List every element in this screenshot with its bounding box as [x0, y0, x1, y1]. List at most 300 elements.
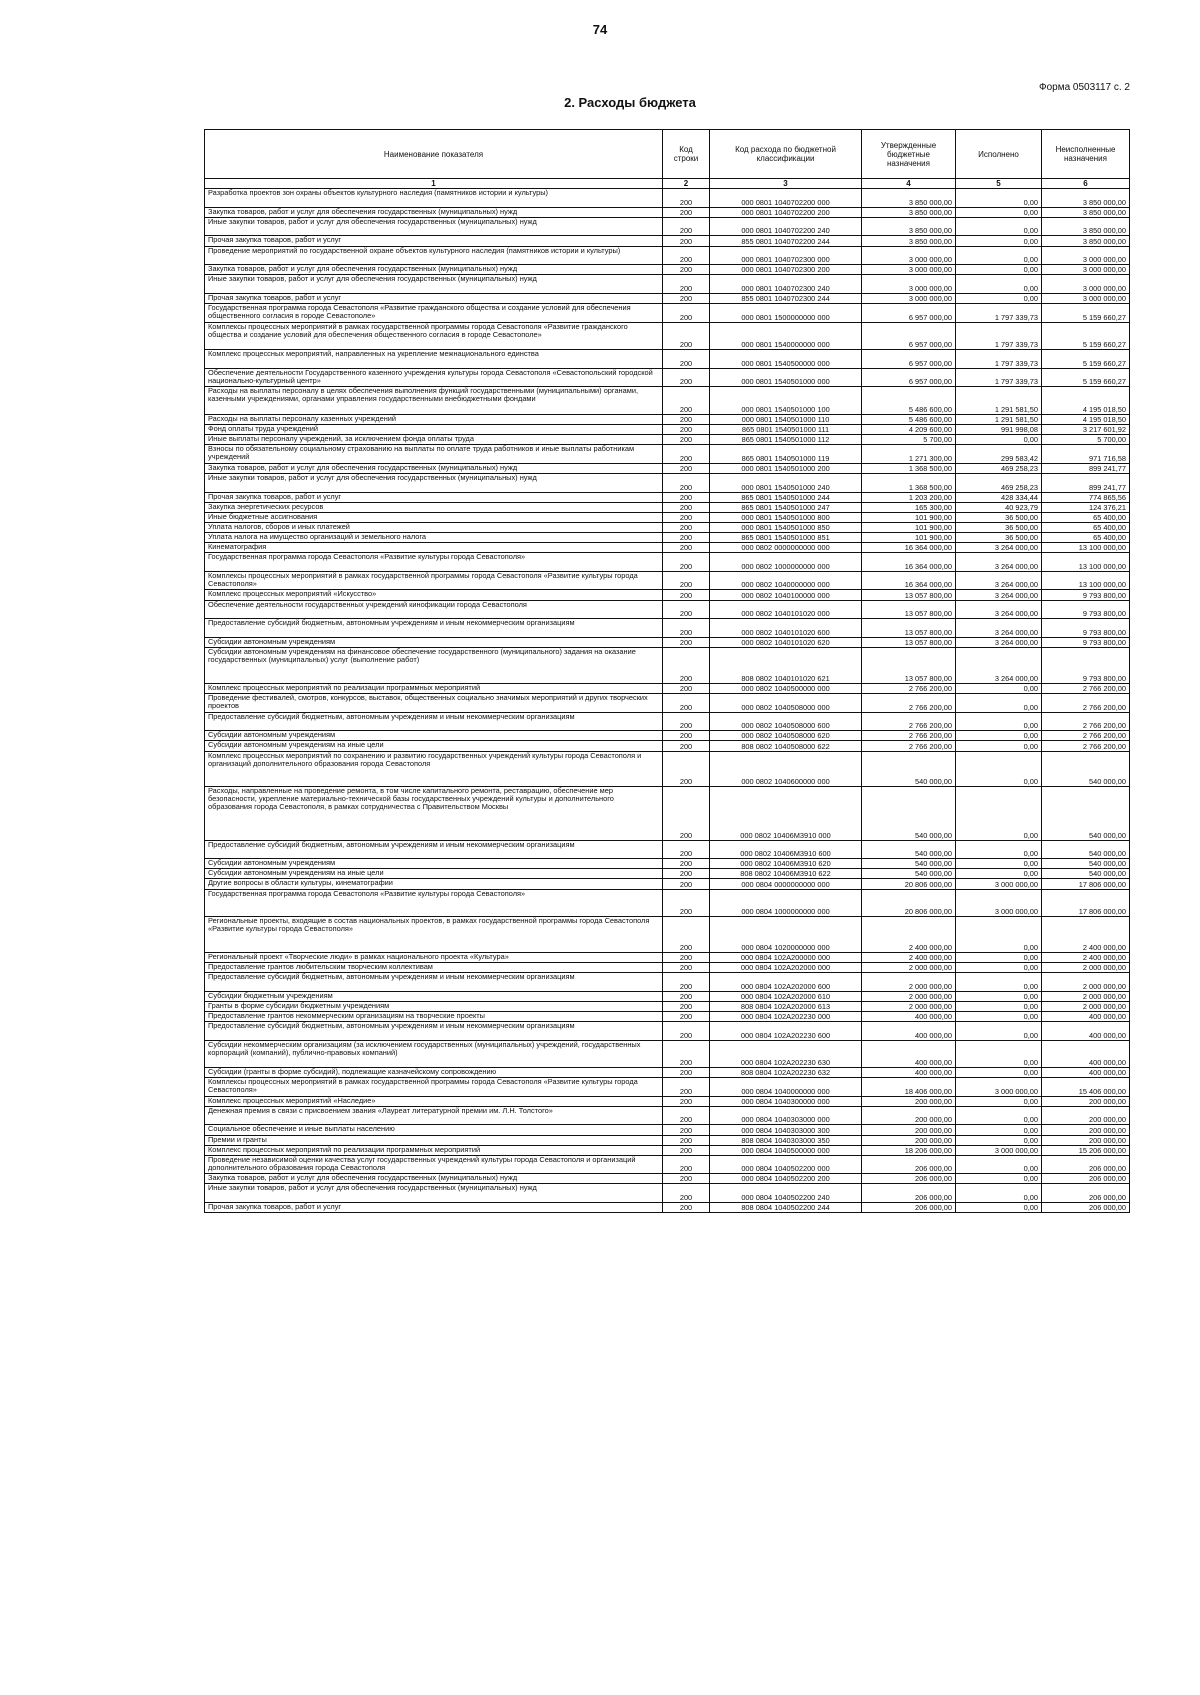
row-executed: 0,00 [956, 1174, 1042, 1184]
table-row [205, 962, 1130, 972]
table-row [205, 1096, 1130, 1106]
row-unexecuted: 3 217 601,92 [1042, 424, 1130, 434]
row-unexecuted: 9 793 800,00 [1042, 619, 1130, 638]
row-classification-code: 000 0801 1040702300 240 [710, 275, 862, 294]
row-approved: 6 957 000,00 [862, 322, 956, 349]
table-row [205, 553, 1130, 572]
row-line-code: 200 [663, 590, 710, 600]
row-approved: 200 000,00 [862, 1125, 956, 1135]
row-approved: 400 000,00 [862, 1011, 956, 1021]
row-name: Другие вопросы в области культуры, кинематографии [205, 879, 663, 889]
row-executed: 0,00 [956, 207, 1042, 217]
table-row [205, 571, 1130, 590]
row-name: Комплексы процессных мероприятий в рамках государственной программы города Севастополя «Развитие гражданского общества и создание условий для обеспечения общественного согласия в городе Севастополе» [205, 322, 663, 349]
row-name: Предоставление субсидий бюджетным, автономным учреждениям и иным некоммерческим организациям [205, 712, 663, 731]
row-name: Субсидии бюджетным учреждениям [205, 991, 663, 1001]
row-line-code: 200 [663, 1125, 710, 1135]
row-unexecuted: 9 793 800,00 [1042, 600, 1130, 619]
row-executed: 0,00 [956, 712, 1042, 731]
row-executed: 1 797 339,73 [956, 350, 1042, 369]
row-executed: 1 797 339,73 [956, 322, 1042, 349]
row-classification-code: 000 0804 102А202230 600 [710, 1021, 862, 1040]
row-executed: 0,00 [956, 1096, 1042, 1106]
row-line-code: 200 [663, 741, 710, 751]
row-name: Расходы на выплаты персоналу в целях обеспечения выполнения функций государственными (муниципальными) органами, казенными учреждениями, органами управления государственными внебюджетными фондами [205, 387, 663, 414]
row-classification-code: 865 0801 1540501000 112 [710, 434, 862, 444]
row-executed: 0,00 [956, 751, 1042, 787]
row-name: Закупка энергетических ресурсов [205, 502, 663, 512]
row-unexecuted: 2 766 200,00 [1042, 683, 1130, 693]
row-unexecuted: 124 376,21 [1042, 502, 1130, 512]
table-row [205, 840, 1130, 859]
row-approved: 18 206 000,00 [862, 1145, 956, 1155]
table-row [205, 1021, 1130, 1040]
table-row [205, 265, 1130, 275]
row-approved: 1 203 200,00 [862, 492, 956, 502]
table-row [205, 590, 1130, 600]
row-executed: 0,00 [956, 869, 1042, 879]
row-executed: 1 797 339,73 [956, 304, 1042, 323]
row-executed: 0,00 [956, 294, 1042, 304]
row-approved: 5 486 600,00 [862, 414, 956, 424]
row-classification-code: 808 0804 1040303000 350 [710, 1135, 862, 1145]
row-classification-code: 000 0802 1040508000 000 [710, 694, 862, 713]
row-classification-code: 000 0804 102А202000 000 [710, 962, 862, 972]
table-row [205, 414, 1130, 424]
row-line-code: 200 [663, 869, 710, 879]
row-executed: 0,00 [956, 840, 1042, 859]
row-line-code: 200 [663, 889, 710, 916]
row-line-code: 200 [663, 189, 710, 208]
row-executed: 0,00 [956, 1203, 1042, 1213]
row-executed: 0,00 [956, 1011, 1042, 1021]
table-row [205, 879, 1130, 889]
row-unexecuted: 2 000 000,00 [1042, 1001, 1130, 1011]
row-name: Субсидии автономным учреждениям [205, 637, 663, 647]
row-executed: 3 264 000,00 [956, 590, 1042, 600]
row-classification-code: 000 0804 1040500000 000 [710, 1145, 862, 1155]
row-unexecuted: 2 766 200,00 [1042, 694, 1130, 713]
row-name: Гранты в форме субсидии бюджетным учреждениям [205, 1001, 663, 1011]
row-approved: 2 400 000,00 [862, 952, 956, 962]
row-name: Предоставление грантов некоммерческим организациям на творческие проекты [205, 1011, 663, 1021]
row-line-code: 200 [663, 694, 710, 713]
row-classification-code: 808 0802 10406М3910 622 [710, 869, 862, 879]
row-classification-code: 000 0802 1040600000 000 [710, 751, 862, 787]
row-approved: 2 400 000,00 [862, 916, 956, 952]
row-classification-code: 000 0802 1040101020 620 [710, 637, 862, 647]
row-classification-code: 000 0802 0000000000 000 [710, 543, 862, 553]
row-classification-code: 000 0804 102А200000 000 [710, 952, 862, 962]
row-classification-code: 000 0804 102А202230 000 [710, 1011, 862, 1021]
header-executed: Исполнено [956, 130, 1042, 179]
row-executed: 0,00 [956, 1040, 1042, 1067]
row-name: Кинематография [205, 543, 663, 553]
table-row [205, 1077, 1130, 1096]
row-classification-code: 855 0801 1040702300 244 [710, 294, 862, 304]
row-unexecuted: 2 000 000,00 [1042, 972, 1130, 991]
row-approved: 540 000,00 [862, 751, 956, 787]
row-classification-code: 000 0801 1040702300 000 [710, 246, 862, 265]
row-approved: 13 057 800,00 [862, 600, 956, 619]
row-executed: 469 258,23 [956, 463, 1042, 473]
row-classification-code: 000 0804 1040502200 200 [710, 1174, 862, 1184]
header-classification-code: Код расхода по бюджетной классификации [710, 130, 862, 179]
row-unexecuted: 540 000,00 [1042, 869, 1130, 879]
column-number: 4 [862, 179, 956, 189]
row-name: Иные бюджетные ассигнования [205, 512, 663, 522]
row-classification-code: 000 0804 102А202000 610 [710, 991, 862, 1001]
table-row [205, 294, 1130, 304]
table-row [205, 991, 1130, 1001]
table-row [205, 787, 1130, 840]
row-classification-code: 000 0802 1000000000 000 [710, 553, 862, 572]
table-row [205, 1155, 1130, 1174]
row-unexecuted: 2 400 000,00 [1042, 916, 1130, 952]
column-number: 5 [956, 179, 1042, 189]
row-approved: 16 364 000,00 [862, 571, 956, 590]
header-unexecuted: Неисполненные назначения [1042, 130, 1130, 179]
row-approved: 20 806 000,00 [862, 889, 956, 916]
row-executed: 0,00 [956, 916, 1042, 952]
row-line-code: 200 [663, 445, 710, 464]
row-classification-code: 000 0801 1040702200 240 [710, 217, 862, 236]
row-approved: 16 364 000,00 [862, 553, 956, 572]
row-line-code: 200 [663, 543, 710, 553]
row-line-code: 200 [663, 712, 710, 731]
table-row [205, 869, 1130, 879]
row-classification-code: 000 0804 1040000000 000 [710, 1077, 862, 1096]
header-approved: Утвержденные бюджетные назначения [862, 130, 956, 179]
row-name: Комплекс процессных мероприятий по реализации программных мероприятий [205, 683, 663, 693]
table-row [205, 217, 1130, 236]
row-unexecuted: 2 766 200,00 [1042, 741, 1130, 751]
row-line-code: 200 [663, 916, 710, 952]
row-classification-code: 865 0801 1540501000 119 [710, 445, 862, 464]
row-classification-code: 808 0804 102А202000 613 [710, 1001, 862, 1011]
row-classification-code: 000 0802 10406М3910 000 [710, 787, 862, 840]
row-line-code: 200 [663, 217, 710, 236]
table-row [205, 889, 1130, 916]
row-line-code: 200 [663, 1106, 710, 1125]
row-approved: 2 766 200,00 [862, 741, 956, 751]
row-unexecuted: 774 865,56 [1042, 492, 1130, 502]
row-approved: 13 057 800,00 [862, 648, 956, 684]
row-unexecuted: 5 159 660,27 [1042, 322, 1130, 349]
row-name: Субсидии некоммерческим организациям (за исключением государственных (муниципальных) учреждений, государственных корпораций (компаний), публично-правовых компаний) [205, 1040, 663, 1067]
table-row [205, 1135, 1130, 1145]
row-name: Субсидии автономным учреждениям на иные цели [205, 869, 663, 879]
row-executed: 428 334,44 [956, 492, 1042, 502]
row-unexecuted: 400 000,00 [1042, 1011, 1130, 1021]
row-line-code: 200 [663, 1145, 710, 1155]
row-classification-code: 000 0801 1040702300 200 [710, 265, 862, 275]
row-approved: 206 000,00 [862, 1184, 956, 1203]
table-row [205, 1145, 1130, 1155]
row-name: Субсидии автономным учреждениям на иные цели [205, 741, 663, 751]
header-name: Наименование показателя [205, 130, 663, 179]
row-line-code: 200 [663, 1174, 710, 1184]
row-executed: 3 264 000,00 [956, 648, 1042, 684]
row-classification-code: 000 0801 1540501000 100 [710, 387, 862, 414]
row-classification-code: 808 0802 1040508000 622 [710, 741, 862, 751]
row-executed: 3 264 000,00 [956, 571, 1042, 590]
column-number: 6 [1042, 179, 1130, 189]
row-line-code: 200 [663, 1077, 710, 1096]
row-classification-code: 000 0802 1040000000 000 [710, 571, 862, 590]
row-classification-code: 000 0801 1540501000 800 [710, 512, 862, 522]
row-executed: 3 264 000,00 [956, 619, 1042, 638]
row-line-code: 200 [663, 1203, 710, 1213]
row-classification-code: 000 0801 1500000000 000 [710, 304, 862, 323]
row-approved: 101 900,00 [862, 522, 956, 532]
row-name: Субсидии автономным учреждениям [205, 731, 663, 741]
table-row [205, 1203, 1130, 1213]
row-approved: 6 957 000,00 [862, 368, 956, 387]
row-unexecuted: 15 206 000,00 [1042, 1145, 1130, 1155]
table-row [205, 445, 1130, 464]
table-row [205, 1040, 1130, 1067]
table-header-row [205, 130, 1130, 179]
row-classification-code: 808 0804 102А202230 632 [710, 1067, 862, 1077]
row-name: Предоставление грантов любительским творческим коллективам [205, 962, 663, 972]
row-name: Предоставление субсидий бюджетным, автономным учреждениям и иным некоммерческим организациям [205, 972, 663, 991]
row-executed: 0,00 [956, 731, 1042, 741]
row-name: Иные закупки товаров, работ и услуг для обеспечения государственных (муниципальных) нужд [205, 275, 663, 294]
row-approved: 101 900,00 [862, 532, 956, 542]
row-unexecuted: 2 000 000,00 [1042, 991, 1130, 1001]
row-name: Закупка товаров, работ и услуг для обеспечения государственных (муниципальных) нужд [205, 463, 663, 473]
row-line-code: 200 [663, 246, 710, 265]
table-row [205, 712, 1130, 731]
row-classification-code: 000 0801 1040702200 200 [710, 207, 862, 217]
row-name: Комплекс процессных мероприятий по реализации программных мероприятий [205, 1145, 663, 1155]
row-name: Государственная программа города Севастополя «Развитие культуры города Севастополя» [205, 553, 663, 572]
row-approved: 200 000,00 [862, 1096, 956, 1106]
row-line-code: 200 [663, 1184, 710, 1203]
row-approved: 3 850 000,00 [862, 236, 956, 246]
row-executed: 0,00 [956, 741, 1042, 751]
row-classification-code: 000 0802 10406М3910 620 [710, 859, 862, 869]
row-name: Закупка товаров, работ и услуг для обеспечения государственных (муниципальных) нужд [205, 265, 663, 275]
row-unexecuted: 540 000,00 [1042, 787, 1130, 840]
row-executed: 0,00 [956, 694, 1042, 713]
row-executed: 1 291 581,50 [956, 414, 1042, 424]
row-name: Субсидии (гранты в форме субсидий), подлежащие казначейскому сопровождению [205, 1067, 663, 1077]
row-classification-code: 000 0801 1540500000 000 [710, 350, 862, 369]
row-executed: 299 583,42 [956, 445, 1042, 464]
row-line-code: 200 [663, 859, 710, 869]
row-unexecuted: 9 793 800,00 [1042, 590, 1130, 600]
row-line-code: 200 [663, 368, 710, 387]
row-executed: 36 500,00 [956, 522, 1042, 532]
row-classification-code: 000 0802 1040500000 000 [710, 683, 862, 693]
row-line-code: 200 [663, 322, 710, 349]
row-executed: 0,00 [956, 1184, 1042, 1203]
row-classification-code: 000 0804 0000000000 000 [710, 879, 862, 889]
row-name: Проведение независимой оценки качества услуг государственных учреждений культуры города Севастополя и организаций дополнительного образования города Севастополя [205, 1155, 663, 1174]
row-line-code: 200 [663, 522, 710, 532]
table-row [205, 859, 1130, 869]
table-row [205, 424, 1130, 434]
row-classification-code: 000 0801 1040702200 000 [710, 189, 862, 208]
row-unexecuted: 5 159 660,27 [1042, 304, 1130, 323]
row-classification-code: 855 0801 1040702200 244 [710, 236, 862, 246]
table-row [205, 683, 1130, 693]
table-row [205, 694, 1130, 713]
row-approved: 540 000,00 [862, 840, 956, 859]
page-number: 74 [592, 22, 608, 37]
header-line-code: Код строки [663, 130, 710, 179]
row-line-code: 200 [663, 350, 710, 369]
row-approved: 3 000 000,00 [862, 246, 956, 265]
row-approved: 3 000 000,00 [862, 275, 956, 294]
row-approved: 400 000,00 [862, 1021, 956, 1040]
table-row [205, 741, 1130, 751]
table-row [205, 387, 1130, 414]
row-name: Иные закупки товаров, работ и услуг для обеспечения государственных (муниципальных) нужд [205, 217, 663, 236]
table-row [205, 532, 1130, 542]
row-classification-code: 000 0801 1540501000 850 [710, 522, 862, 532]
row-unexecuted: 65 400,00 [1042, 512, 1130, 522]
row-line-code: 200 [663, 294, 710, 304]
expenses-table [204, 129, 1130, 1213]
table-row [205, 236, 1130, 246]
row-approved: 20 806 000,00 [862, 879, 956, 889]
row-classification-code: 000 0802 10406М3910 600 [710, 840, 862, 859]
row-approved: 2 000 000,00 [862, 962, 956, 972]
row-name: Региональный проект «Творческие люди» в рамках национального проекта «Культура» [205, 952, 663, 962]
row-line-code: 200 [663, 553, 710, 572]
row-name: Обеспечение деятельности государственных учреждений кинофикации города Севастополя [205, 600, 663, 619]
table-row [205, 1011, 1130, 1021]
row-line-code: 200 [663, 265, 710, 275]
row-name: Прочая закупка товаров, работ и услуг [205, 236, 663, 246]
row-name: Закупка товаров, работ и услуг для обеспечения государственных (муниципальных) нужд [205, 207, 663, 217]
column-number-row [205, 179, 1130, 189]
table-row [205, 600, 1130, 619]
row-unexecuted: 971 716,58 [1042, 445, 1130, 464]
row-executed: 3 264 000,00 [956, 543, 1042, 553]
row-line-code: 200 [663, 952, 710, 962]
row-unexecuted: 65 400,00 [1042, 522, 1130, 532]
row-approved: 1 271 300,00 [862, 445, 956, 464]
row-name: Государственная программа города Севастополя «Развитие культуры города Севастополя» [205, 889, 663, 916]
row-executed: 0,00 [956, 787, 1042, 840]
row-unexecuted: 206 000,00 [1042, 1203, 1130, 1213]
table-row [205, 751, 1130, 787]
table-row [205, 512, 1130, 522]
table-row [205, 522, 1130, 532]
row-line-code: 200 [663, 962, 710, 972]
row-executed: 0,00 [956, 1067, 1042, 1077]
row-approved: 2 000 000,00 [862, 972, 956, 991]
row-unexecuted: 200 000,00 [1042, 1125, 1130, 1135]
row-name: Денежная премия в связи с присвоением звания «Лауреат литературной премии им. Л.Н. Толстого» [205, 1106, 663, 1125]
table-row [205, 648, 1130, 684]
row-approved: 2 766 200,00 [862, 731, 956, 741]
row-unexecuted: 2 000 000,00 [1042, 962, 1130, 972]
row-name: Обеспечение деятельности Государственного казенного учреждения культуры города Севастополя «Севастопольский городской национально-культурный центр» [205, 368, 663, 387]
row-unexecuted: 5 700,00 [1042, 434, 1130, 444]
row-executed: 0,00 [956, 859, 1042, 869]
row-executed: 3 000 000,00 [956, 1077, 1042, 1096]
row-unexecuted: 206 000,00 [1042, 1184, 1130, 1203]
row-unexecuted: 5 159 660,27 [1042, 368, 1130, 387]
row-executed: 0,00 [956, 1021, 1042, 1040]
row-approved: 6 957 000,00 [862, 304, 956, 323]
row-line-code: 200 [663, 414, 710, 424]
row-classification-code: 000 0802 1040508000 600 [710, 712, 862, 731]
row-unexecuted: 899 241,77 [1042, 463, 1130, 473]
row-classification-code: 000 0801 1540501000 110 [710, 414, 862, 424]
table-row [205, 502, 1130, 512]
row-approved: 540 000,00 [862, 869, 956, 879]
row-approved: 5 486 600,00 [862, 387, 956, 414]
column-number: 3 [710, 179, 862, 189]
row-line-code: 200 [663, 571, 710, 590]
row-name: Прочая закупка товаров, работ и услуг [205, 294, 663, 304]
row-approved: 13 057 800,00 [862, 590, 956, 600]
row-unexecuted: 899 241,77 [1042, 473, 1130, 492]
row-name: Разработка проектов зон охраны объектов культурного наследия (памятников истории и культуры) [205, 189, 663, 208]
row-name: Иные закупки товаров, работ и услуг для обеспечения государственных (муниципальных) нужд [205, 473, 663, 492]
column-number: 1 [205, 179, 663, 189]
row-name: Комплекс процессных мероприятий «Наследие» [205, 1096, 663, 1106]
row-name: Предоставление субсидий бюджетным, автономным учреждениям и иным некоммерческим организациям [205, 840, 663, 859]
table-row [205, 368, 1130, 387]
row-line-code: 200 [663, 492, 710, 502]
row-line-code: 200 [663, 991, 710, 1001]
row-executed: 0,00 [956, 434, 1042, 444]
row-unexecuted: 15 406 000,00 [1042, 1077, 1130, 1096]
table-row [205, 350, 1130, 369]
table-row [205, 637, 1130, 647]
table-row [205, 1001, 1130, 1011]
row-executed: 40 923,79 [956, 502, 1042, 512]
row-classification-code: 000 0804 1040300000 000 [710, 1096, 862, 1106]
row-unexecuted: 13 100 000,00 [1042, 553, 1130, 572]
row-unexecuted: 3 000 000,00 [1042, 294, 1130, 304]
row-classification-code: 865 0801 1540501000 247 [710, 502, 862, 512]
row-executed: 3 000 000,00 [956, 1145, 1042, 1155]
table-row [205, 731, 1130, 741]
row-classification-code: 000 0801 1540501000 000 [710, 368, 862, 387]
row-classification-code: 000 0802 1040101020 000 [710, 600, 862, 619]
row-unexecuted: 540 000,00 [1042, 751, 1130, 787]
row-unexecuted: 9 793 800,00 [1042, 637, 1130, 647]
row-approved: 3 000 000,00 [862, 294, 956, 304]
row-name: Комплекс процессных мероприятий «Искусство» [205, 590, 663, 600]
row-classification-code: 000 0801 1540501000 240 [710, 473, 862, 492]
row-name: Региональные проекты, входящие в состав национальных проектов, в рамках государственной программы города Севастополя «Развитие культуры города Севастополя» [205, 916, 663, 952]
row-approved: 206 000,00 [862, 1203, 956, 1213]
row-line-code: 200 [663, 1135, 710, 1145]
row-name: Предоставление субсидий бюджетным, автономным учреждениям и иным некоммерческим организациям [205, 1021, 663, 1040]
row-unexecuted: 200 000,00 [1042, 1106, 1130, 1125]
row-executed: 469 258,23 [956, 473, 1042, 492]
row-executed: 0,00 [956, 265, 1042, 275]
row-name: Расходы, направленные на проведение ремонта, в том числе капитального ремонта, реставрацию, обеспечение мер безопасности, укрепление материально-технической базы государственных учреждений культуры и дополнительного образования города Севастополя, в рамках сотрудничества с Правительством Москвы [205, 787, 663, 840]
row-name: Иные закупки товаров, работ и услуг для обеспечения государственных (муниципальных) нужд [205, 1184, 663, 1203]
row-name: Уплата налога на имущество организаций и земельного налога [205, 532, 663, 542]
row-unexecuted: 9 793 800,00 [1042, 648, 1130, 684]
row-approved: 2 766 200,00 [862, 683, 956, 693]
row-unexecuted: 540 000,00 [1042, 859, 1130, 869]
row-approved: 13 057 800,00 [862, 637, 956, 647]
row-name: Государственная программа города Севастополя «Развитие гражданского общества и создание условий для обеспечения общественного согласия в городе Севастополе» [205, 304, 663, 323]
row-unexecuted: 400 000,00 [1042, 1040, 1130, 1067]
